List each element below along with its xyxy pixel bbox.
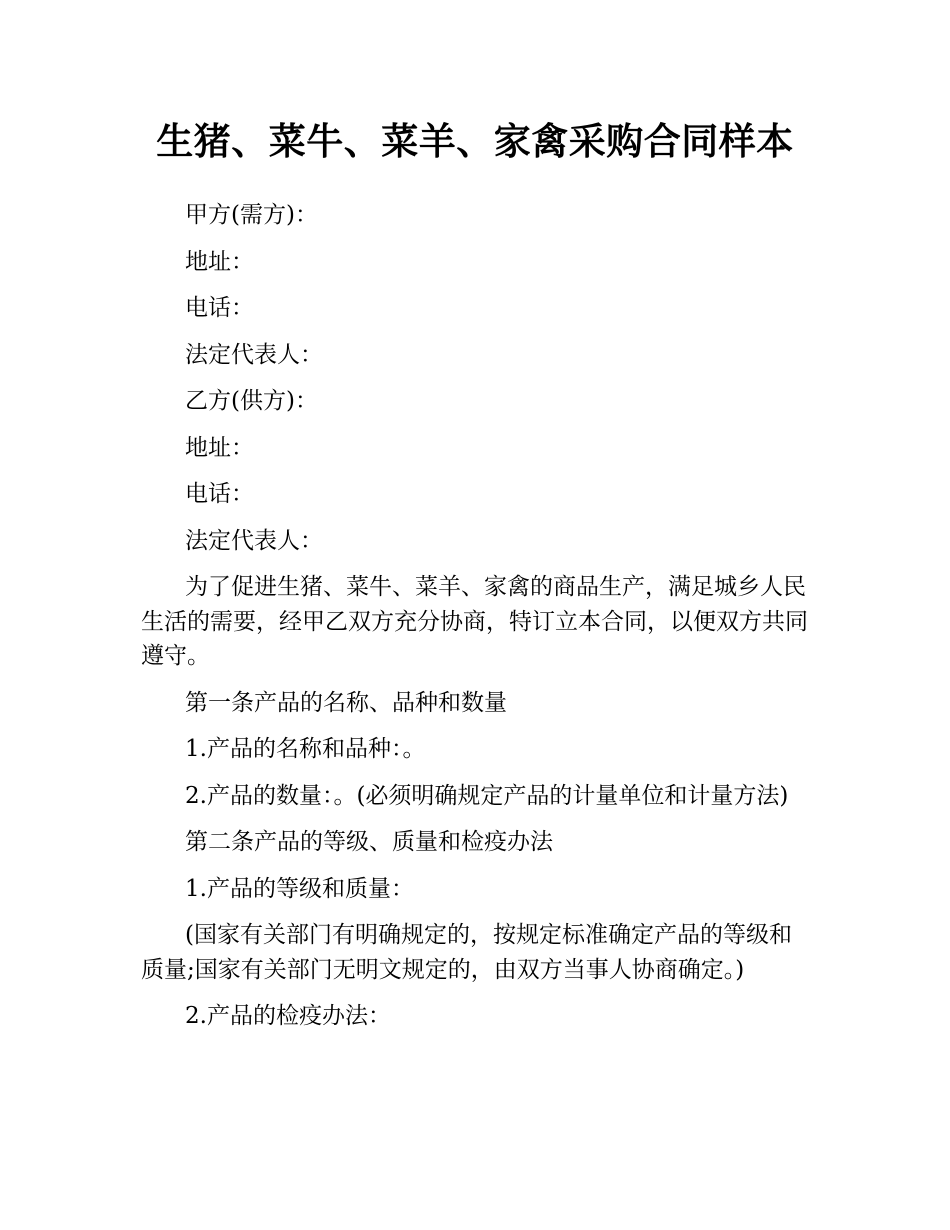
party-a-address-label: 地址： (185, 248, 254, 275)
preamble-paragraph: 为了促进生猪、菜牛、菜羊、家禽的商品生产，满足城乡人民生活的需要，经甲乙双方充分协商，特订立本合同，以便双方共同遵守。 (141, 574, 808, 669)
party-a-phone-label: 电话： (185, 295, 254, 321)
party-b-address-label: 地址： (185, 434, 254, 461)
article-2-note: (国家有关部门有明确规定的，按规定标准确定产品的等级和质量;国家有关部门无明文规定的，由双方当事人协商确定。) (141, 922, 792, 983)
party-b-phone-label: 电话： (185, 481, 254, 507)
article-2-item-1: 1.产品的等级和质量： (185, 875, 414, 902)
party-a-label: 甲方(需方)： (185, 202, 318, 228)
article-2-heading: 第二条产品的等级、质量和检疫办法 (185, 829, 553, 855)
party-b-representative-label: 法定代表人： (185, 527, 323, 554)
party-b-label: 乙方(供方)： (185, 388, 318, 414)
article-1-item-2: 2.产品的数量：。(必须明确规定产品的计量单位和计量方法) (185, 782, 789, 809)
article-2-item-2: 2.产品的检疫办法： (185, 1003, 391, 1029)
party-a-representative-label: 法定代表人： (185, 341, 323, 368)
article-1-item-1: 1.产品的名称和品种：。 (185, 736, 426, 762)
document-title: 生猪、菜牛、菜羊、家禽采购合同样本 (156, 120, 794, 163)
document-body (141, 198, 813, 1046)
article-1-heading: 第一条产品的名称、品种和数量 (185, 689, 507, 716)
